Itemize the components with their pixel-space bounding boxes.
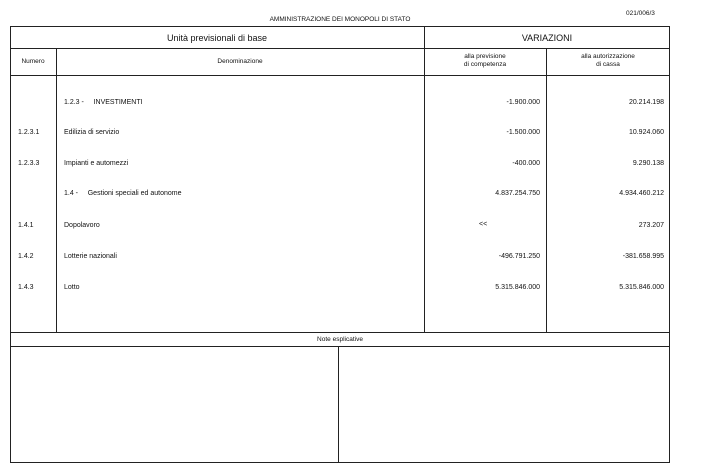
section-variazioni: VARIAZIONI	[521, 33, 573, 43]
table-row-competenza: 5.315.846.000	[495, 284, 540, 291]
table-row-numero: 1.4.2	[18, 253, 34, 260]
table-row-competenza: -400.000	[512, 160, 540, 167]
table-row-cassa: 5.315.846.000	[619, 284, 664, 291]
col-header-competenza-line1: alla previsione	[464, 53, 506, 60]
table-row-denominazione: Impianti e automezzi	[64, 160, 129, 167]
table-row-numero: 1.4.1	[18, 222, 34, 229]
table-row-cassa: 20.214.198	[628, 99, 664, 106]
col-header-competenza-line2: di competenza	[463, 61, 507, 68]
table-row-denominazione: Lotto	[64, 284, 80, 291]
table-row-competenza: -1.900.000	[506, 99, 540, 106]
table-row-numero: 1.4.3	[18, 284, 34, 291]
table-row-competenza: 4.837.254.750	[495, 190, 540, 197]
table-row-cassa: -381.658.995	[622, 253, 664, 260]
table-row-competenza: -1.500.000	[506, 129, 540, 136]
document-code: 021/006/3	[626, 10, 655, 17]
table-row-denominazione: 1.4 - Gestioni speciali ed autonome	[64, 190, 182, 197]
table-row-numero: 1.2.3.3	[18, 160, 40, 167]
table-row-denominazione: 1.2.3 - INVESTIMENTI	[64, 99, 143, 106]
table-row-denominazione: Lotterie nazionali	[64, 253, 117, 260]
table-row-cassa: 4.934.460.212	[619, 190, 664, 197]
col-header-cassa-line2: di cassa	[596, 61, 620, 68]
table-row-cassa: 9.290.138	[632, 160, 664, 167]
table-row-cassa: 273.207	[638, 222, 664, 229]
section-unita-previsionali: Unità previsionali di base	[166, 33, 268, 43]
notes-title: Note esplicative	[317, 336, 363, 343]
col-header-numero: Numero	[21, 58, 45, 65]
page-title: AMMINISTRAZIONE DEI MONOPOLI DI STATO	[269, 16, 411, 23]
table-row-competenza: -496.791.250	[498, 253, 540, 260]
table-row-denominazione: Dopolavoro	[64, 222, 100, 229]
table-row-cassa: 10.924.060	[628, 129, 664, 136]
table-row-numero: 1.2.3.1	[18, 129, 40, 136]
col-header-cassa-line1: alla autorizzazione	[581, 53, 635, 60]
notes-box	[10, 333, 670, 463]
table-row-denominazione: Edilizia di servizio	[64, 129, 120, 136]
col-header-denominazione: Denominazione	[217, 58, 263, 65]
table-row-competenza: <<	[479, 221, 488, 228]
